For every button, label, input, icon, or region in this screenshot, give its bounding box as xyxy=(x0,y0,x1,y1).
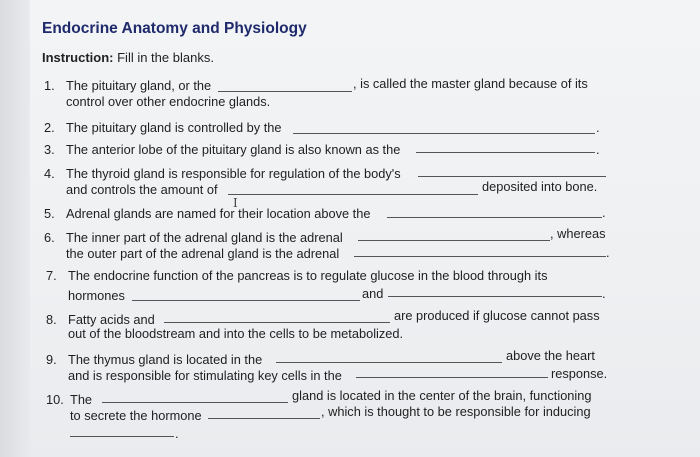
text-cursor-icon: I xyxy=(233,196,238,210)
q7-blank-1[interactable] xyxy=(132,300,360,301)
q1-text-c: control over other endocrine glands. xyxy=(66,94,271,109)
q6-number: 6. xyxy=(44,230,55,245)
q10-text-d: , which is thought to be responsible for inducing xyxy=(321,404,591,419)
q2-blank[interactable] xyxy=(293,133,595,134)
q1-blank[interactable] xyxy=(218,91,352,92)
instruction-line xyxy=(42,50,214,65)
q4-text-b: and controls the amount of xyxy=(66,182,218,197)
q9-text-c: and is responsible for stimulating key cells in the xyxy=(68,368,342,383)
q3-end: . xyxy=(596,142,600,157)
q3-text-a: The anterior lobe of the pituitary gland is also known as the xyxy=(66,142,401,157)
q8-blank[interactable] xyxy=(164,322,390,323)
q6-blank-1[interactable] xyxy=(358,240,550,241)
q10-blank-1[interactable] xyxy=(102,402,288,403)
page-edge xyxy=(0,0,30,457)
q2-number: 2. xyxy=(44,120,55,135)
q5-blank[interactable] xyxy=(387,217,602,218)
q10-text-c: to secrete the hormone xyxy=(70,408,202,423)
q7-text-b: hormones xyxy=(68,288,125,303)
instruction-label: Instruction: xyxy=(42,50,114,65)
q6-text-c: the outer part of the adrenal gland is the adrenal xyxy=(66,246,340,261)
q7-blank-2[interactable] xyxy=(388,296,602,297)
q10-end: . xyxy=(175,426,179,441)
q4-blank-2[interactable] xyxy=(228,194,478,195)
q1-text-b: , is called the master gland because of its xyxy=(353,76,588,91)
q9-text-b: above the heart xyxy=(506,348,595,363)
q3-blank[interactable] xyxy=(416,152,595,153)
q3-number: 3. xyxy=(44,142,55,157)
q9-blank-1[interactable] xyxy=(276,362,502,363)
q10-number: 10. xyxy=(46,392,64,407)
q8-number: 8. xyxy=(46,312,57,327)
q8-text-c: out of the bloodstream and into the cells to be metabolized. xyxy=(68,326,404,341)
q4-number: 4. xyxy=(44,166,55,181)
q7-number: 7. xyxy=(46,268,57,283)
q6-end: . xyxy=(606,245,610,260)
q2-text-a: The pituitary gland is controlled by the xyxy=(66,120,282,135)
q5-text-a: Adrenal glands are named for their location above the xyxy=(66,206,371,221)
q8-text-a: Fatty acids and xyxy=(68,312,155,327)
page-title: Endocrine Anatomy and Physiology xyxy=(42,20,307,37)
q9-text-a: The thymus gland is located in the xyxy=(68,352,263,367)
q2-end: . xyxy=(596,120,600,135)
q10-blank-3[interactable] xyxy=(70,436,174,437)
q9-number: 9. xyxy=(46,352,57,367)
q1-text-a: The pituitary gland, or the xyxy=(66,78,212,93)
q10-text-b: gland is located in the center of the brain, functioning xyxy=(292,388,592,403)
q6-text-a: The inner part of the adrenal gland is the adrenal xyxy=(66,230,343,245)
q5-end: . xyxy=(602,205,606,220)
q8-text-b: are produced if glucose cannot pass xyxy=(394,308,600,323)
q4-blank-1[interactable] xyxy=(418,176,606,177)
q7-text-c: and xyxy=(362,286,384,301)
q10-text-a: The xyxy=(70,392,93,407)
q1-number: 1. xyxy=(44,78,55,93)
q4-text-a: The thyroid gland is responsible for regulation of the body's xyxy=(66,166,401,181)
q6-blank-2[interactable] xyxy=(354,256,606,257)
q9-blank-2[interactable] xyxy=(356,377,548,378)
q7-text-a: The endocrine function of the pancreas is to regulate glucose in the blood through its xyxy=(68,268,548,283)
q10-blank-2[interactable] xyxy=(208,418,320,419)
q6-text-b: , whereas xyxy=(550,226,606,241)
instruction-text: Fill in the blanks. xyxy=(113,50,214,65)
q4-text-c: deposited into bone. xyxy=(482,179,598,194)
q9-text-d: response. xyxy=(551,366,608,381)
q5-number: 5. xyxy=(44,206,55,221)
q7-end: . xyxy=(602,286,606,301)
